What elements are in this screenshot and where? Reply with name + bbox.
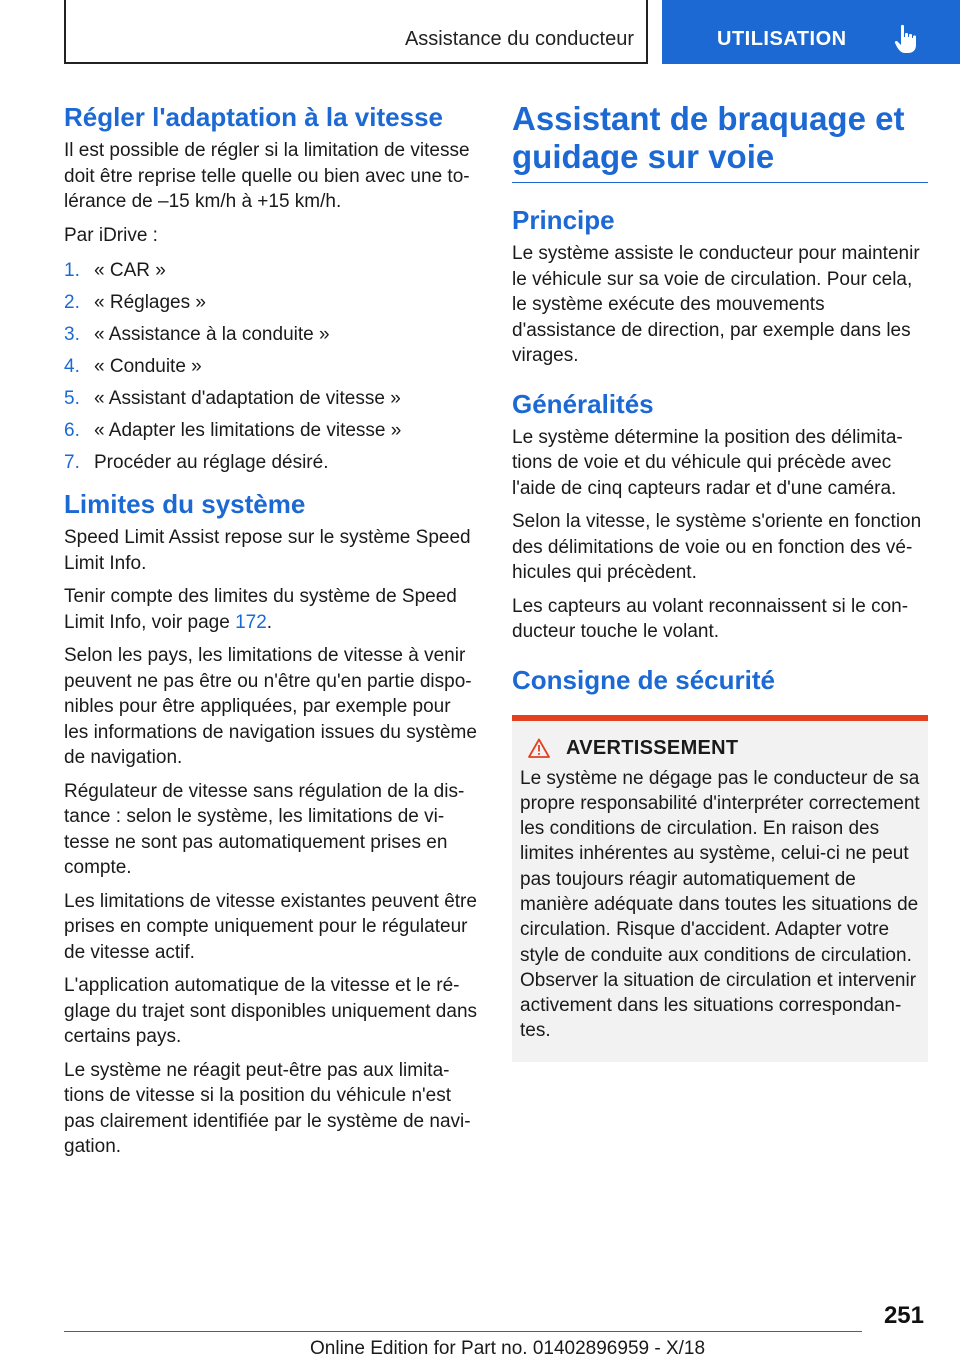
paragraph: Le système ne réagit peut-être pas aux limitations de vitesse si la position du véhicule n'est pas clairement identifiée par le système de navigation. <box>64 1059 471 1157</box>
warning-text: Le système ne dégage pas le conducteur de sa propre responsabilité d'interpréter correctement les conditions de circulation. En raison des limites inhérentes au système, celui-ci ne peut pas toujours réagir automatiquement de manière adéquate dans toutes les situations de circulation. Risque d'accident. Adapter votre style de conduite aux conditions de circulation. Observer la situation de circulation et intervenir activement dans les situations correspondantes. <box>520 767 920 1042</box>
warning-title: AVERTISSEMENT <box>566 736 739 759</box>
page-link[interactable]: 172 <box>235 611 267 633</box>
chapter-tab-label: UTILISATION <box>717 28 847 50</box>
chapter-title: Assistant de braquage et guidage sur voie <box>512 100 928 183</box>
paragraph: Régulateur de vitesse sans régulation de la distance : selon le système, les limitations de vitesse ne sont pas automatiquement prises en compte. <box>64 780 465 878</box>
heading-general: Généralités <box>512 388 654 419</box>
page-number: 251 <box>883 1302 924 1329</box>
paragraph: Les limitations de vitesse existantes peuvent être prises en compte uniquement pour le régulateur de vitesse actif. <box>64 890 477 963</box>
list-item: 7. Procéder au réglage désiré. <box>64 452 329 473</box>
list-item: 5. « Assistant d'adaptation de vitesse » <box>64 388 401 409</box>
paragraph: Par iDrive : <box>64 224 158 246</box>
paragraph: Le système détermine la position des délimitations de voie et du véhicule qui précède avec l'aide de cinq capteurs radar et d'une caméra. <box>512 426 903 499</box>
paragraph: Speed Limit Assist repose sur le système Speed Limit Info. <box>64 527 471 574</box>
list-item: 3. « Assistance à la conduite » <box>64 324 330 345</box>
left-column <box>64 100 480 1168</box>
list-item: 6. « Adapter les limitations de vitesse » <box>64 420 402 441</box>
paragraph: Tenir compte des limites du système de Speed Limit Info, voir page 172. <box>64 586 457 633</box>
paragraph: L'application automatique de la vitesse et le réglage du trajet sont disponibles uniquement dans certains pays. <box>64 975 478 1047</box>
paragraph: Selon les pays, les limitations de vitesse à venir peuvent ne pas être ou n'être qu'en partie disponibles pour être appliquées, par exemple pour les informations de navigation issues du système de navigation. <box>64 645 477 768</box>
header-frame <box>64 0 648 64</box>
warning-header <box>520 737 920 760</box>
heading-speed-adaptation: Régler l'adaptation à la vitesse <box>64 102 443 132</box>
footer-divider <box>64 1331 862 1332</box>
paragraph: Les capteurs au volant reconnaissent si le conducteur touche le volant. <box>512 595 909 642</box>
paragraph: Selon la vitesse, le système s'oriente en fonction des délimitations de voie ou en fonction des véhicules qui précèdent. <box>512 511 922 583</box>
warning-box <box>512 715 928 1062</box>
list-item: 2. « Réglages » <box>64 292 206 313</box>
paragraph: Le système assiste le conducteur pour maintenir le véhicule sur sa voie de circulation. Pour cela, le système exécute des mouvements d'assistance de direction, par exemple dans les virages. <box>512 243 920 366</box>
heading-system-limits: Limites du système <box>64 489 306 519</box>
heading-safety: Consigne de sécurité <box>512 664 775 695</box>
section-title: Assistance du conducteur <box>404 28 634 50</box>
list-item: 4. « Conduite » <box>64 356 202 377</box>
warning-triangle-icon <box>528 738 550 758</box>
paragraph: Il est possible de régler si la limitation de vitesse doit être reprise telle quelle ou bien avec une tolérance de –15 km/h à +15 km/h. <box>64 140 470 212</box>
pointing-hand-icon <box>894 24 920 54</box>
footer-edition: Online Edition for Part no. 01402896959 - X/18 <box>310 1338 706 1359</box>
right-column <box>512 100 928 1062</box>
chapter-tab[interactable] <box>662 0 960 64</box>
idrive-steps-list <box>64 258 480 475</box>
list-item: 1. « CAR » <box>64 260 166 281</box>
heading-principle: Principe <box>512 205 615 235</box>
